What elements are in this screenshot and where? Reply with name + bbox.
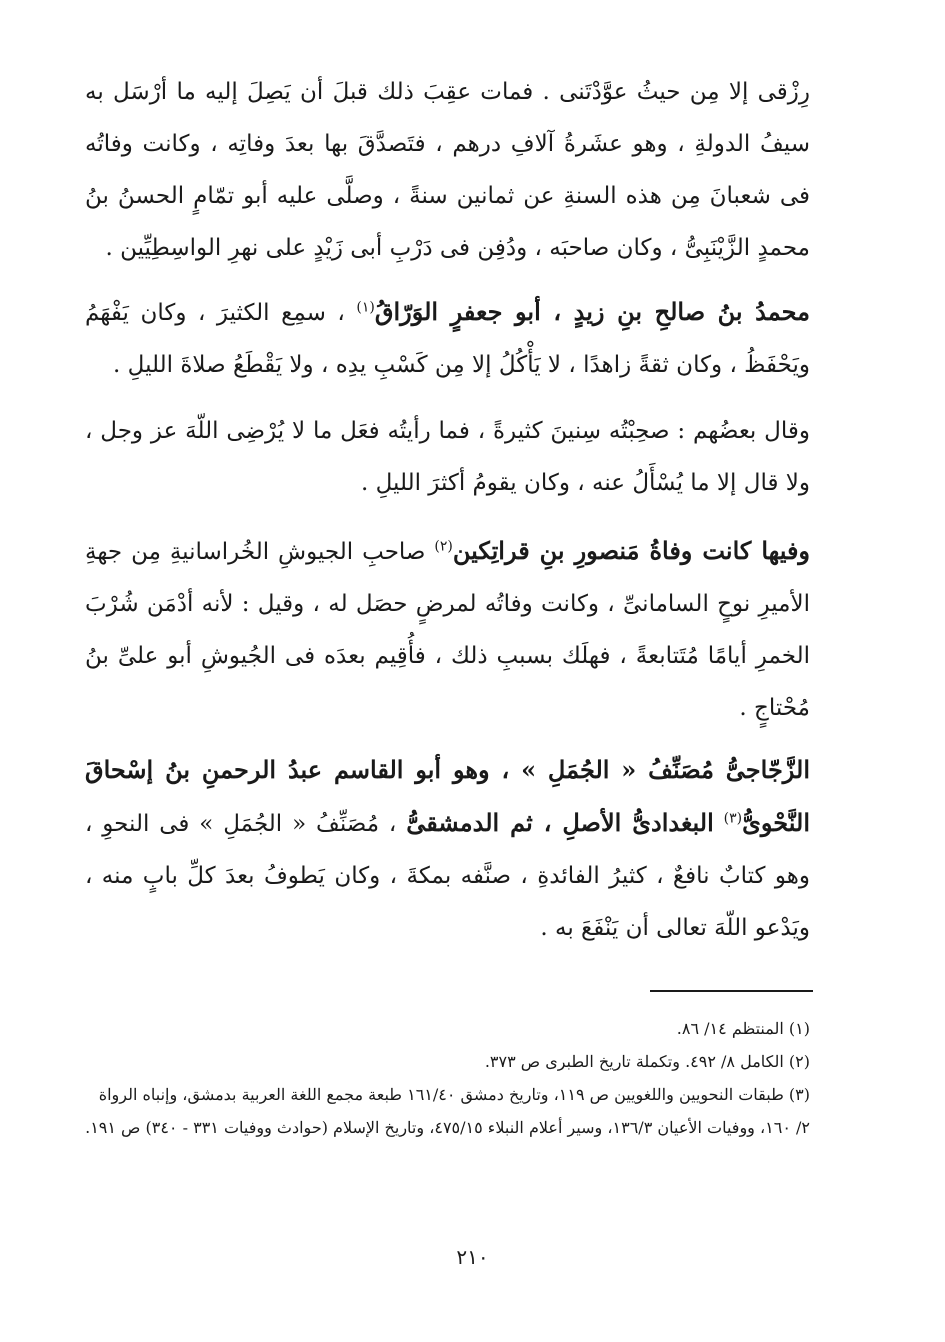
paragraph-1 xyxy=(85,66,810,274)
paragraph-4-text: صاحبِ الجيوشِ الخُراسانيةِ مِن جهةِ الأميرِ نوحٍ السامانىِّ ، وكانت وفاتُه لمرضٍ حصَل له ، وقيل : لأنه أدْمَن شُرْبَ الخمرِ أيامًا مُتَتابعةً ، فهلَك بسببِ ذلك ، فأُقِيم بعدَه فى الجُيوشِ أبو علىِّ بنُ مُحْتاجٍ . xyxy=(85,539,810,721)
entry-heading-zajjaji: الزَّجّاجىُّ مُصَنِّفُ « الجُمَلِ » ، وهو أبو القاسم عبدُ الرحمنِ بنُ إسْحاقَ النَّحْوىُّ xyxy=(85,755,811,837)
footnote-ref-2[interactable]: (٢) xyxy=(434,538,453,555)
paragraph-4 xyxy=(85,525,810,734)
paragraph-5-text: ، مُصَنِّفُ « الجُمَلِ » فى النحوِ ، وهو كتابٌ نافعٌ ، كثيرُ الفائدةِ ، صنَّفه بمكةَ ، وكان يَطوفُ بعدَ كلِّ بابٍ منه ، ويَدْعو اللّهَ تعالى أن يَنْفَعَ به . xyxy=(85,811,810,941)
footnote-3: (٣) طبقات النحويين واللغويين ص ١١٩، وتاريخ دمشق ١٦١/٤٠ طبعة مجمع اللغة العربية بدمشق، وإنباه الرواة ٢/ ١٦٠، ووفيات الأعيان ١٣٦/٣، وسير أعلام النبلاء ٤٧٥/١٥، وتاريخ الإسلام (حوادث ووفيات ٣٣١ - ٣٤٠) ص ١٩١. xyxy=(85,1085,810,1137)
paragraph-1-text: رِزْقى إلا مِن حيثُ عوَّدْتَنى . فمات عقِبَ ذلك قبلَ أن يَصِلَ إليه ما أرْسَل به سيفُ الدولةِ ، وهو عشَرةُ آلافِ درهم ، فتَصدَّقَ بها بعدَ وفاتِه ، وكانت وفاتُه فى شعبانَ مِن هذه السنةِ عن ثمانين سنةً ، وصلَّى عليه أبو تمّامٍ الحسنُ بنُ محمدٍ الزَّيْنَبِىُّ ، وكان صاحبَه ، ودُفِن فى دَرْبِ أبى زَيْدٍ على نهرِ الواسِطِيِّين . xyxy=(85,79,810,261)
entry-heading-qaratikin: وفيها كانت وفاةُ مَنصورِ بنِ قراتِكين xyxy=(452,536,811,565)
footnote-ref-3[interactable]: (٣) xyxy=(723,810,743,827)
paragraph-3 xyxy=(85,405,810,509)
entry-heading-warraq: محمدُ بنُ صالحِ بنِ زيدٍ ، أبو جعفرٍ الوَرّاقُ xyxy=(374,297,810,326)
paragraph-2 xyxy=(85,286,810,391)
paragraph-5 xyxy=(85,744,810,954)
footnotes xyxy=(85,1012,810,1144)
page-number: ٢١٠ xyxy=(456,1245,489,1269)
paragraph-3-text: وقال بعضُهم : صحِبْتُه سِنينَ كثيرةً ، فما رأيتُه فعَل ما لا يُرْضِى اللّهَ عز وجل ، ولا قال إلا ما يُسْأَلُ عنه ، وكان يقومُ أكثرَ الليلِ . xyxy=(85,418,810,496)
footnote-ref-1[interactable]: (١) xyxy=(356,299,375,316)
footnote-1: (١) المنتظم ١٤/ ٨٦. xyxy=(676,1019,810,1038)
paragraph-2-text: ، سمِع الكثيرَ ، وكان يَفْهَمُ ويَحْفَظُ ، وكان ثقةً زاهدًا ، لا يَأْكُلُ إلا مِن كَسْبِ يدِه ، ولا يَقْطَعُ صلاةَ الليلِ . xyxy=(85,300,810,378)
footnote-divider xyxy=(650,990,813,992)
entry-heading-zajjaji-origin: البغدادىُّ الأصلِ ، ثم الدمشقىُّ xyxy=(406,808,714,837)
footnote-2: (٢) الكامل ٨/ ٤٩٢. وتكملة تاريخ الطبرى ص ٣٧٣. xyxy=(484,1052,810,1071)
